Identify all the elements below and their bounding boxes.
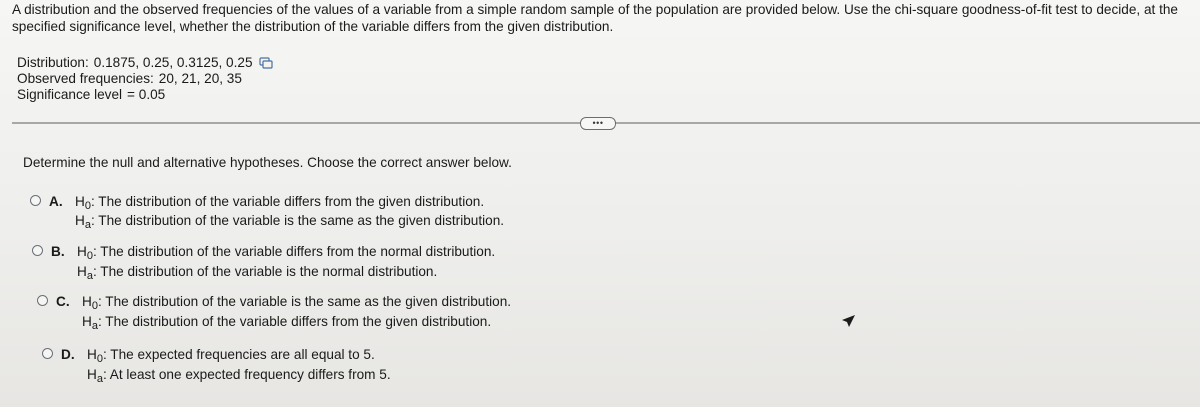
null-subscript: 0 [96, 353, 103, 365]
significance-line [17, 87, 273, 103]
option-a-alt-text: : The distribution of the variable is the same as the given distribution. [90, 213, 505, 228]
distribution-line [17, 55, 273, 71]
significance-value: = 0.05 [127, 87, 166, 102]
h-symbol: H [75, 194, 85, 209]
option-c-alt-hypothesis [82, 312, 491, 331]
null-subscript: 0 [84, 200, 91, 212]
h-symbol: H [77, 244, 87, 259]
observed-line [17, 71, 273, 87]
option-d-null-hypothesis [87, 345, 375, 364]
null-subscript: 0 [86, 250, 93, 262]
option-b-alt-hypothesis [77, 262, 437, 281]
option-a-null-text: : The distribution of the variable differs from the given distribution. [90, 194, 485, 209]
distribution-label: Distribution: [17, 55, 89, 70]
h-symbol: H [77, 264, 87, 279]
option-d-alt-text: : At least one expected frequency differs from 5. [102, 367, 391, 382]
h-symbol: H [87, 367, 97, 382]
alt-subscript: a [84, 219, 91, 231]
mouse-pointer-icon [840, 314, 856, 328]
observed-label: Observed frequencies: [17, 71, 154, 86]
option-c-null-hypothesis [82, 292, 511, 311]
observed-values: 20, 21, 20, 35 [158, 71, 242, 86]
option-b-null-text: : The distribution of the variable differs from the normal distribution. [92, 244, 496, 259]
h-symbol: H [87, 347, 97, 362]
option-a-radio[interactable] [30, 195, 41, 206]
alt-subscript: a [91, 320, 98, 332]
significance-label: Significance level [17, 87, 123, 102]
option-c-null-text: : The distribution of the variable is the same as the given distribution. [97, 294, 512, 309]
distribution-values: 0.1875, 0.25, 0.3125, 0.25 [93, 55, 253, 70]
h-symbol: H [82, 314, 92, 329]
question-prompt: Determine the null and alternative hypotheses. Choose the correct answer below. [23, 155, 512, 170]
option-c-letter: C. [56, 294, 70, 309]
alt-subscript: a [86, 270, 93, 282]
option-d-radio[interactable] [42, 348, 53, 359]
option-b-alt-text: : The distribution of the variable is the normal distribution. [92, 264, 438, 279]
h-symbol: H [75, 213, 85, 228]
option-b-letter: B. [51, 244, 65, 259]
copy-data-icon[interactable] [259, 57, 273, 69]
option-b-null-hypothesis [77, 242, 495, 261]
given-data [17, 55, 273, 103]
option-c-alt-text: : The distribution of the variable differs from the given distribution. [97, 314, 492, 329]
option-a-alt-hypothesis [75, 211, 504, 230]
option-d-alt-hypothesis [87, 365, 391, 384]
h-symbol: H [82, 294, 92, 309]
option-a-null-hypothesis [75, 192, 484, 211]
option-c-radio[interactable] [37, 295, 48, 306]
option-d-letter: D. [61, 347, 75, 362]
option-d-null-text: : The expected frequencies are all equal to 5. [102, 347, 375, 362]
option-a-letter: A. [49, 194, 63, 209]
problem-statement: A distribution and the observed frequencies of the values of a variable from a simple random sample of the population are provided below. Use the chi-square goodness-of-fit test to decide, at the specified significance level, whether the distribution of the variable differs from the given distribution. [12, 2, 1178, 34]
alt-subscript: a [96, 373, 103, 385]
option-b-radio[interactable] [32, 245, 43, 256]
expand-more-button[interactable]: ••• [580, 117, 616, 130]
null-subscript: 0 [91, 300, 98, 312]
